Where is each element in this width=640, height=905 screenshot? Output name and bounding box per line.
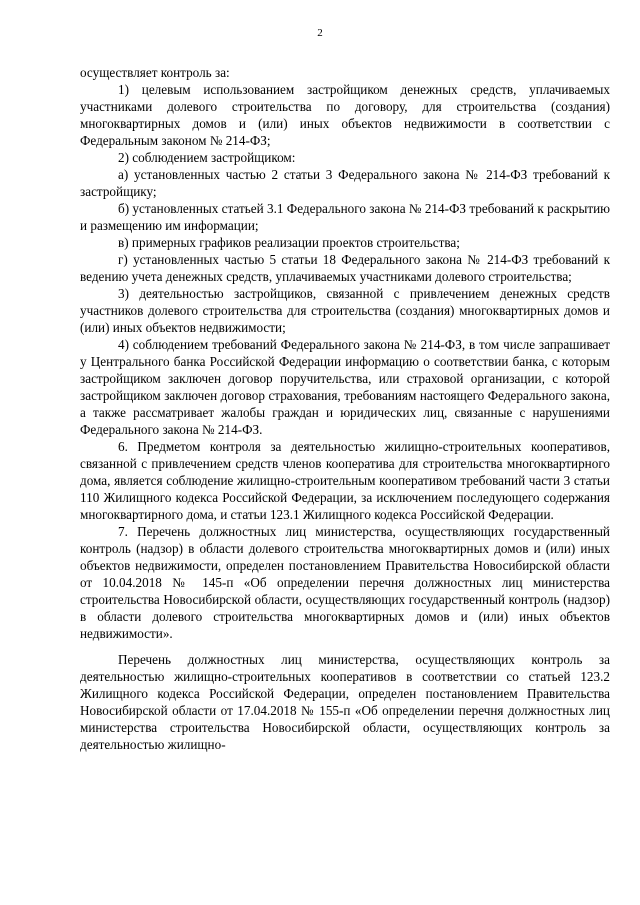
paragraph-item-3: 3) деятельностью застройщиков, связанной с привлечением денежных средств участников долевого строительства для строительства (создания) многоквартирных домов и (или) иных объектов недвижимости; xyxy=(80,286,610,335)
paragraph-item-4: 4) соблюдением требований Федерального закона № 214-ФЗ, в том числе запрашивает у Центрального банка Российской Федерации информацию о соответствии банка, с которым застройщиком заключен договор поручительства, или страховой организации, с которой застройщиком заключен договор страхования, требованиям настоящего Федерального закона, а также рассматривает жалобы граждан и юридических лиц, связанные с нарушениями Федерального закона № 214-ФЗ. xyxy=(80,337,610,437)
document-body xyxy=(80,64,610,753)
paragraph-item-2a: а) установленных частью 2 статьи 3 Федерального закона № 214-ФЗ требований к застройщику; xyxy=(80,167,610,199)
page-number: 2 xyxy=(317,27,323,39)
paragraph-item-2d: г) установленных частью 5 статьи 18 Федерального закона № 214-ФЗ требований к ведению учета денежных средств, уплачиваемых участниками долевого строительства; xyxy=(80,252,610,284)
paragraph-item-1: 1) целевым использованием застройщиком денежных средств, уплачиваемых участниками долевого строительства по договору, для строительства (создания) многоквартирных домов и (или) иных объектов недвижимости в соответствии с Федеральным законом № 214-ФЗ; xyxy=(80,82,610,148)
paragraph-item-2c: в) примерных графиков реализации проектов строительства; xyxy=(118,235,460,250)
paragraph-section-7: 7. Перечень должностных лиц министерства, осуществляющих государственный контроль (надзор) в области долевого строительства многоквартирных домов и (или) иных объектов недвижимости, определен постановлением Правительства Новосибирской области от 10.04.2018 № 145-п «Об определении перечня должностных лиц министерства строительства Новосибирской области, осуществляющих государственный контроль (надзор) в области долевого строительства многоквартирных домов и (или) иных объектов недвижимости». xyxy=(80,524,610,641)
paragraph-item-2b: б) установленных статьей 3.1 Федерального закона № 214-ФЗ требований к раскрытию и размещению им информации; xyxy=(80,201,610,233)
paragraph-intro: осуществляет контроль за: xyxy=(80,65,230,80)
paragraph-section-6: 6. Предметом контроля за деятельностью жилищно-строительных кооперативов, связанной с привлечением средств членов кооператива для строительства многоквартирного дома, является соблюдение жилищно-строительным кооперативом требований части 3 статьи 110 Жилищного кодекса Российской Федерации, за исключением последующего содержания многоквартирного дома, и статьи 123.1 Жилищного кодекса Российской Федерации. xyxy=(80,439,610,522)
paragraph-item-2: 2) соблюдением застройщиком: xyxy=(118,150,296,165)
paragraph-officials-list: Перечень должностных лиц министерства, осуществляющих контроль за деятельностью жилищно-строительных кооперативов в соответствии со статьей 123.2 Жилищного кодекса Российской Федерации, определен постановлением Правительства Новосибирской области от 17.04.2018 № 155-п «Об определении перечня должностных лиц министерства строительства Новосибирской области, осуществляющих контроль за деятельностью жилищно- xyxy=(80,652,610,752)
